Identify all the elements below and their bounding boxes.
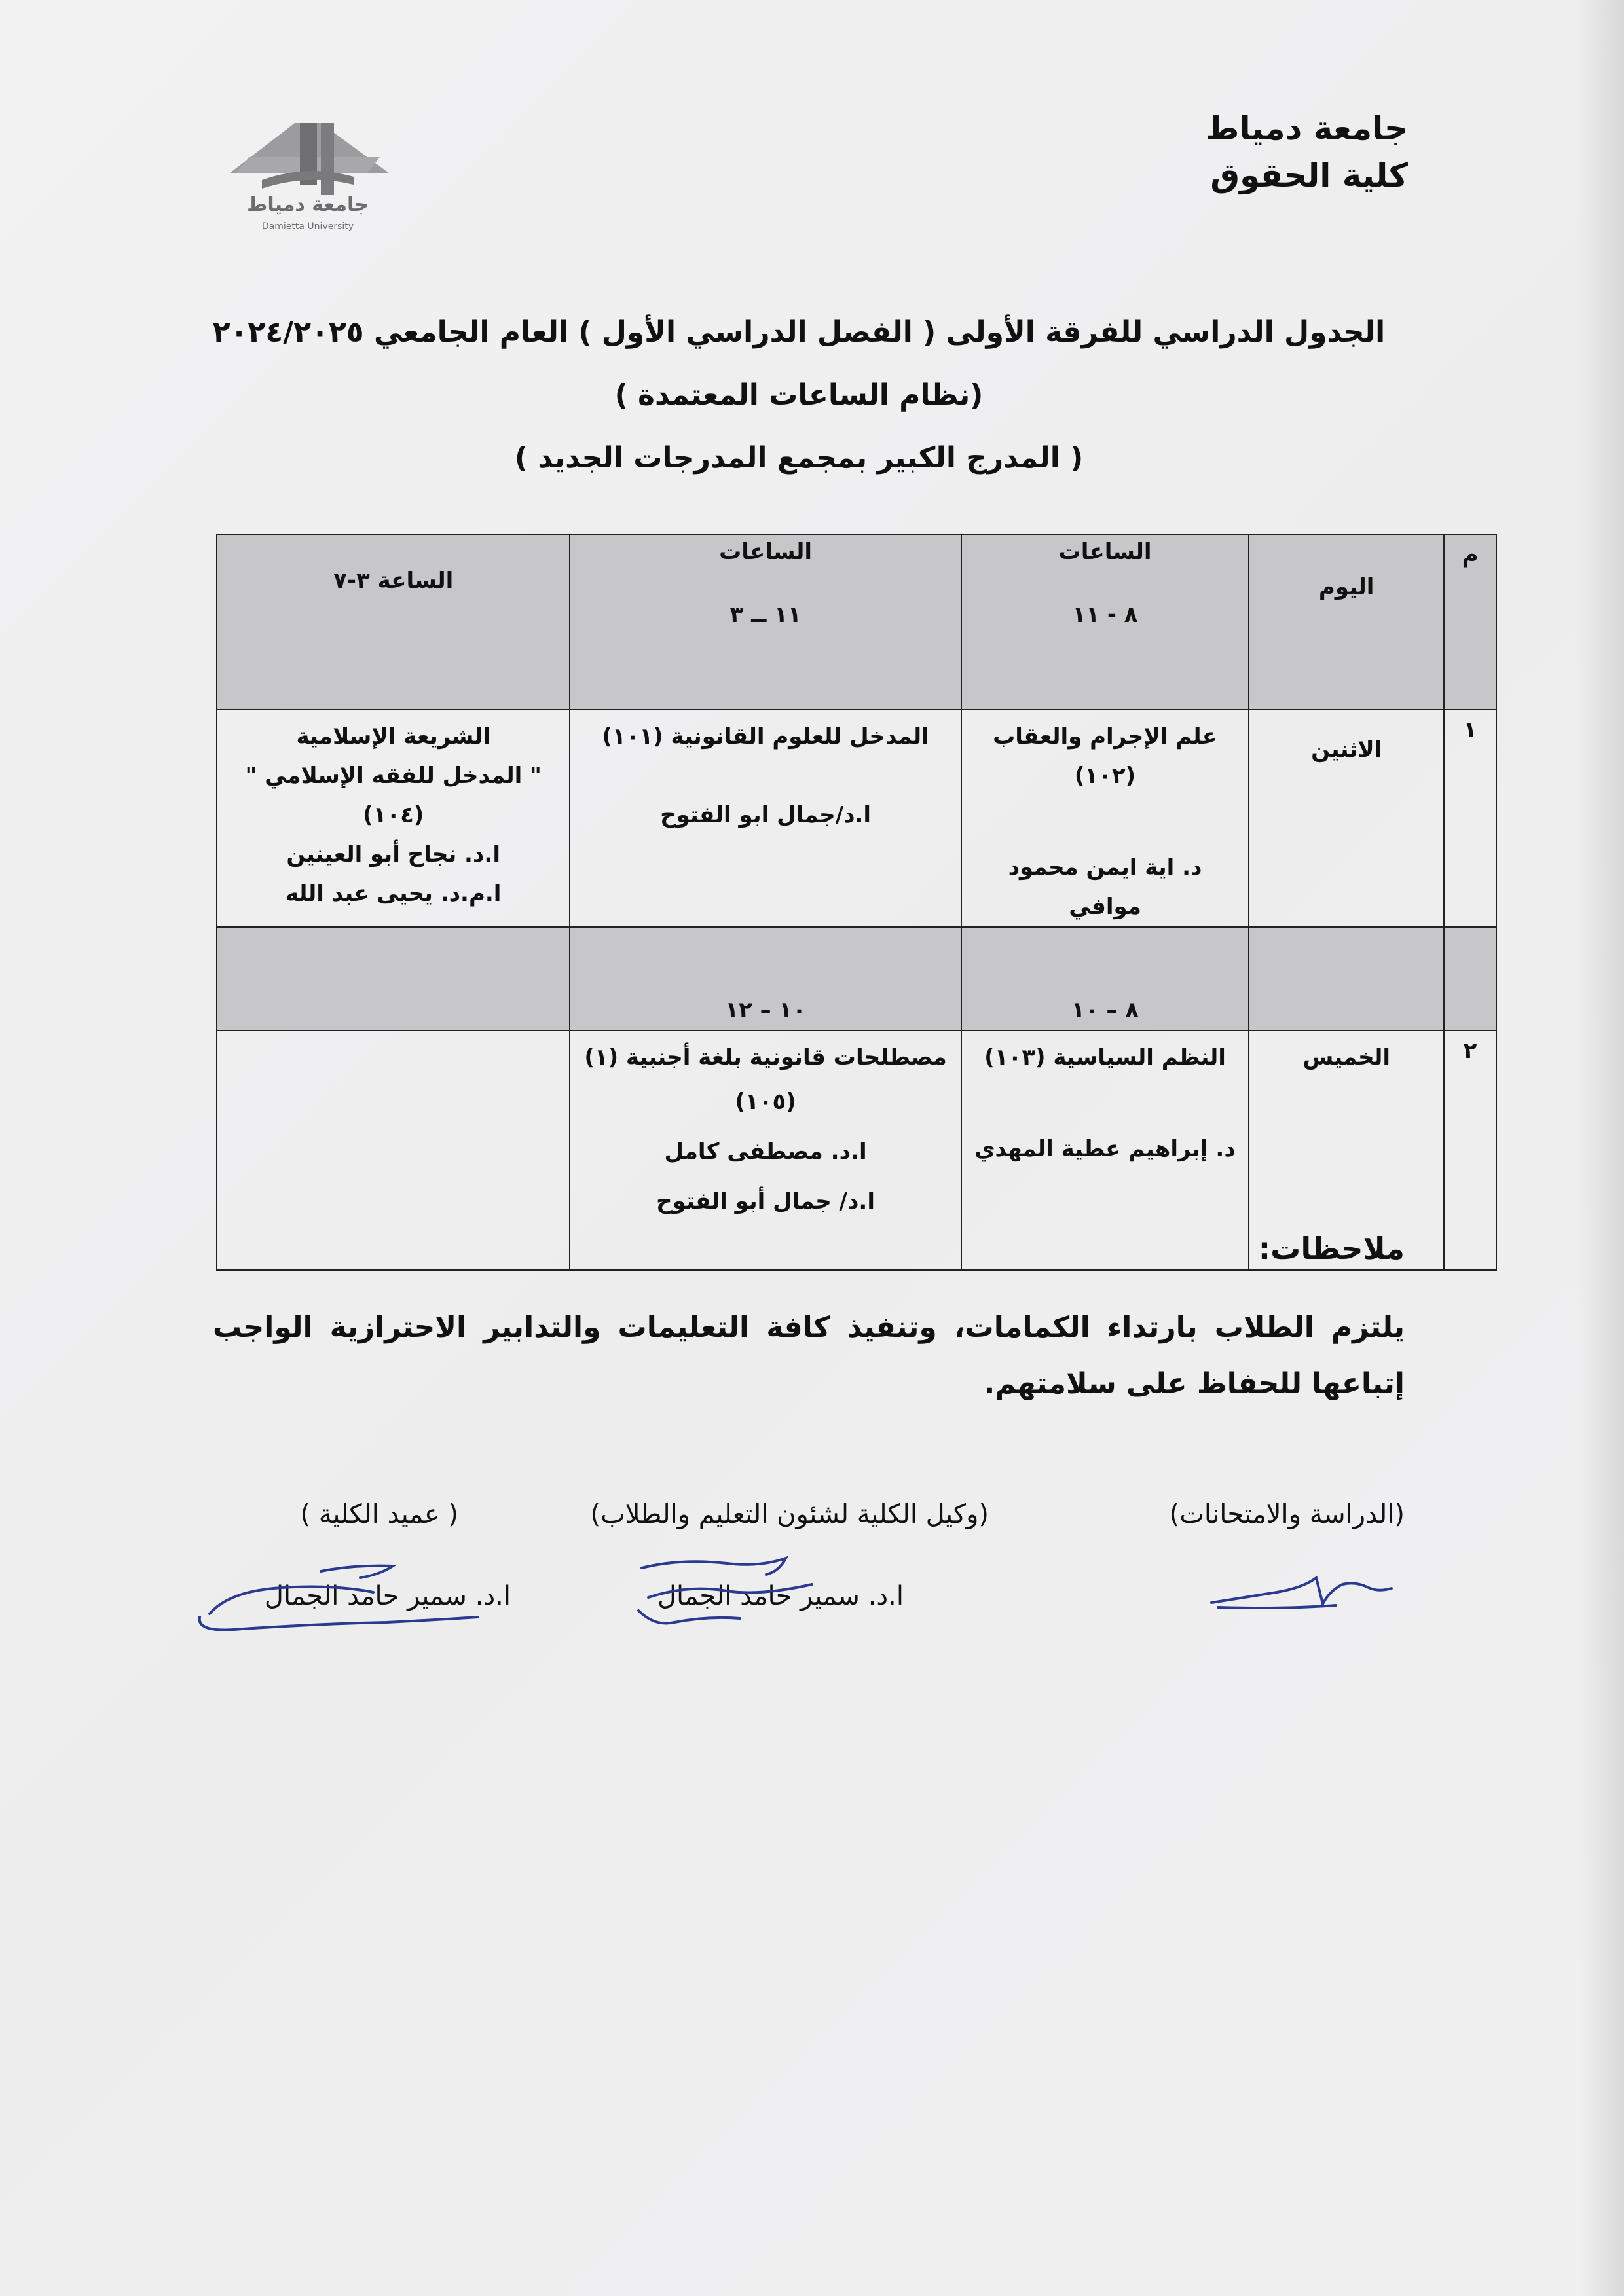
header-slot-1-time: ٨ - ١١	[1072, 602, 1138, 628]
course-name: المدخل للعلوم القانونية (١٠١)	[602, 723, 929, 750]
dean-name: ا.د. سمير حامد الجمال	[264, 1581, 511, 1611]
instructor: ا.م.د. يحيى عبد الله	[285, 881, 502, 907]
faculty-name: كلية الحقوق	[1210, 156, 1408, 194]
course-code: (١٠٥)	[735, 1089, 796, 1115]
header-slot-2-label: الساعات	[719, 539, 813, 565]
row-1-slot-3	[217, 710, 570, 927]
row-1-slot-1	[961, 710, 1249, 927]
header-num: م	[1444, 534, 1496, 710]
course-name: النظم السياسية (١٠٣)	[984, 1044, 1226, 1070]
title-line-3: ( المدرج الكبير بمجمع المدرجات الجديد )	[514, 441, 1084, 475]
title-line-2: (نظام الساعات المعتمدة )	[614, 378, 984, 412]
instructor: د. اية ايمن محمود موافي	[1008, 854, 1202, 920]
header-slot-2	[570, 534, 961, 710]
row-1-slot-2	[570, 710, 961, 927]
header-slot-3-label: الساعة ٣-٧	[333, 568, 454, 594]
studies-signature	[1205, 1552, 1401, 1624]
row-2-slot-2	[570, 1030, 961, 1270]
notes-body: يلتزم الطلاب بارتداء الكمامات، وتنفيذ كافة التعليمات والتدابير الاحترازية الواجب إتباعها للحفاظ على سلامتهم.	[213, 1311, 1405, 1400]
instructor: ا.د. نجاح أبو العينين	[286, 841, 500, 867]
title-line-1: الجدول الدراسي للفرقة الأولى ( الفصل الدراسي الأول ) العام الجامعي ٢٠٢٤/٢٠٢٥	[212, 316, 1386, 349]
course-name: مصطلحات قانونية بلغة أجنبية (١)	[584, 1044, 947, 1070]
vice-dean-signature	[629, 1539, 845, 1637]
dean-signature	[190, 1552, 491, 1637]
institution-header	[1206, 105, 1408, 199]
course-name: علم الإجرام والعقاب	[993, 723, 1217, 750]
subheader-day	[1249, 927, 1444, 1030]
instructor: ا.د/ جمال أبو الفتوح	[656, 1188, 875, 1214]
header-slot-2-time: ١١ ــ ٣	[729, 602, 802, 628]
header-slot-1-label: الساعات	[1058, 539, 1152, 565]
logo-arabic-text: جامعة دمياط	[247, 193, 369, 216]
course-code: (١٠٢)	[1074, 763, 1136, 789]
row-2-num: ٢	[1444, 1030, 1496, 1270]
signature-title-studies: (الدراسة والامتحانات)	[1169, 1499, 1405, 1529]
course-name: الشريعة الإسلامية	[296, 723, 490, 750]
subheader-slot-1-time: ٨ – ١٠	[1071, 997, 1139, 1023]
instructor: ا.د/جمال ابو الفتوح	[660, 802, 872, 828]
subheader-slot-2-time: ١٠ – ١٢	[725, 997, 806, 1023]
row-2-slot-3	[217, 1030, 570, 1270]
table-header-row	[217, 534, 1496, 710]
header-slot-1	[961, 534, 1249, 710]
logo-english-text: Damietta University	[261, 221, 354, 232]
page-edge-shadow	[1578, 0, 1624, 2296]
table-subheader-row	[217, 927, 1496, 1030]
table-row	[217, 710, 1496, 927]
university-name: جامعة دمياط	[1205, 109, 1408, 147]
header-slot-3	[217, 534, 570, 710]
header-day: اليوم	[1249, 534, 1444, 710]
instructor: د. إبراهيم عطية المهدي	[974, 1136, 1236, 1162]
subheader-slot-3	[217, 927, 570, 1030]
notes-title: ملاحظات:	[1258, 1231, 1405, 1266]
course-subtitle: " المدخل للفقه الإسلامي " (١٠٤)	[245, 763, 542, 828]
subheader-slot-1	[961, 927, 1249, 1030]
vice-dean-name: ا.د. سمير حامد الجمال	[657, 1581, 904, 1611]
subheader-slot-2	[570, 927, 961, 1030]
schedule-titles	[196, 301, 1401, 490]
row-2-slot-1	[961, 1030, 1249, 1270]
row-1-num: ١	[1444, 710, 1496, 927]
signature-title-dean: ( عميد الكلية )	[300, 1499, 458, 1529]
schedule-table	[216, 534, 1497, 1271]
row-2-day: الخميس	[1249, 1030, 1444, 1270]
spacer	[969, 795, 1242, 848]
university-logo	[216, 111, 399, 236]
spacer	[577, 756, 953, 795]
instructor: ا.د. مصطفى كامل	[664, 1139, 867, 1165]
subheader-num	[1444, 927, 1496, 1030]
row-1-day: الاثنين	[1249, 710, 1444, 927]
spacer	[969, 1077, 1242, 1129]
signature-title-vice-dean: (وكيل الكلية لشئون التعليم والطلاب)	[590, 1499, 989, 1529]
